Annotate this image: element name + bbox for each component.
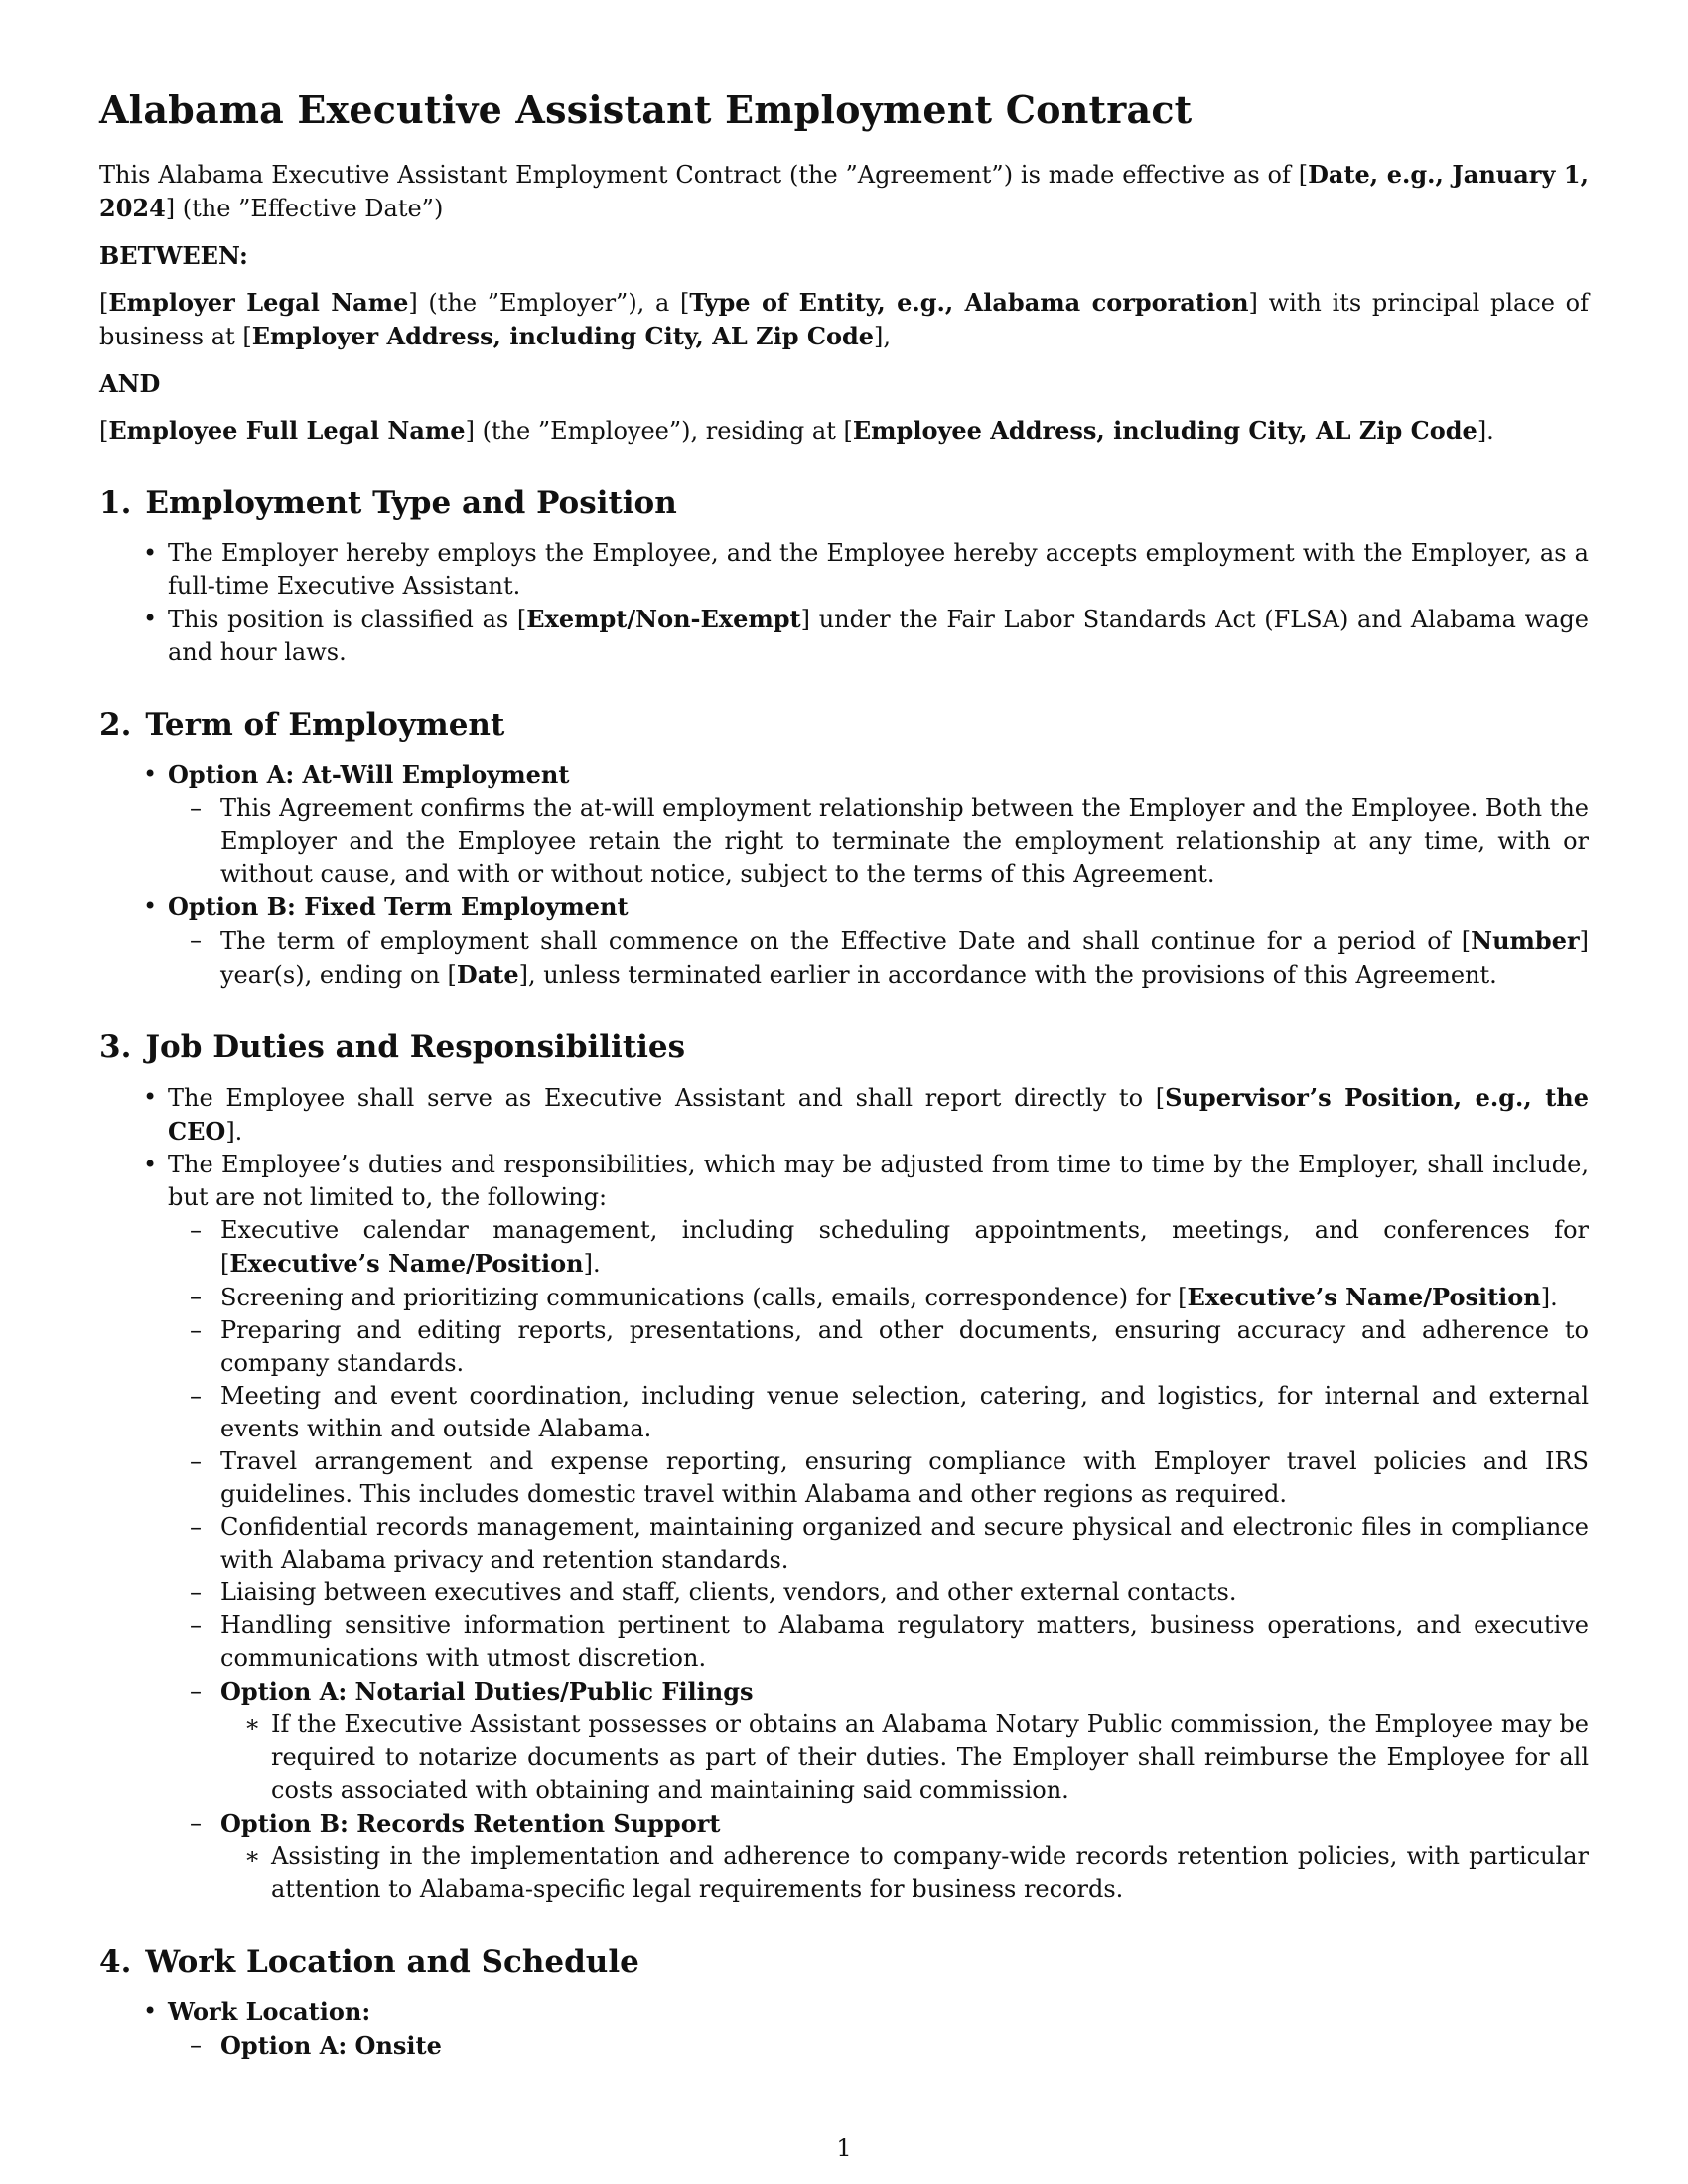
list-item: – Executive calendar management, including scheduling appointments, meetings, and conferences for [Executive’s Name/Position]. — [160, 1214, 1589, 1281]
list-item: – Meeting and event coordination, including venue selection, catering, and logistics, for internal and external events within and outside Alabama. — [160, 1380, 1589, 1445]
list-item: – The term of employment shall commence on the Effective Date and shall continue for a period of [Number] year(s), ending on [Date], unless terminated earlier in accordance with the provisions of this Agreement. — [160, 924, 1589, 992]
employee-paragraph: [Employee Full Legal Name] (the ”Employee”), residing at [Employee Address, including City, AL Zip Code]. — [99, 416, 1494, 445]
list-item: – Handling sensitive information pertinent to Alabama regulatory matters, business operations, and executive communications with utmost discretion. — [160, 1609, 1589, 1675]
list-item: – Liaising between executives and staff, clients, vendors, and other external contacts. — [160, 1576, 1589, 1609]
employee-name-placeholder: Employee Full Legal Name — [108, 416, 466, 445]
list-item: – Travel arrangement and expense reporting, ensuring compliance with Employer travel policies and IRS guidelines. This includes domestic travel within Alabama and other regions as required. — [160, 1445, 1589, 1511]
page-number: 1 — [836, 2134, 852, 2162]
term-number-placeholder: Number — [1471, 926, 1580, 955]
list-item: • Option B: Fixed Term Employment – The term of employment shall commence on the Effective Date and shall continue for a period of [Number] year(s), ending on [Date], unless terminated earlier in accordance with the provisions of this Agreement. — [99, 890, 1589, 992]
list-item: • Option A: At-Will Employment – This Agreement confirms the at-will employment relationship between the Employer and the Employee. Both the Employer and the Employee retain the right to terminate the employment relationship at any time, with or without cause, and with or without notice, subject to the terms of this Agreement. — [99, 758, 1589, 890]
list-item: – This Agreement confirms the at-will employment relationship between the Employer and the Employee. Both the Employer and the Employee retain the right to terminate the employment relationship at any time, with or without cause, and with or without notice, subject to the terms of this Agreement. — [160, 792, 1589, 890]
section-1-heading: 1. Employment Type and Position — [99, 485, 677, 521]
list-item: – Option A: Notarial Duties/Public Filings ∗ If the Executive Assistant possesses or obtains an Alabama Notary Public commission, the Employee may be required to notarize documents as part of their duties. The Employer shall reimburse the Employee for all costs associated with obtaining and maintaining said commission. — [160, 1675, 1589, 1807]
list-item: • This position is classified as [Exempt/Non-Exempt] under the Fair Labor Standards Act (FLSA) and Alabama wage and hour laws. — [99, 603, 1589, 669]
list-item: – Option A: Onsite — [160, 2029, 1589, 2063]
between-label: BETWEEN: — [99, 241, 248, 270]
list-item: – Screening and prioritizing communications (calls, emails, correspondence) for [Executive’s Name/Position]. — [160, 1281, 1589, 1314]
list-item: • The Employee shall serve as Executive Assistant and shall report directly to [Supervisor’s Position, e.g., the CEO]. — [99, 1081, 1589, 1149]
supervisor-placeholder: Supervisor’s Position, e.g., the CEO — [168, 1083, 1589, 1146]
document-title: Alabama Executive Assistant Employment Contract — [99, 87, 1193, 132]
section-1-list — [99, 537, 1589, 669]
section-2-list — [99, 758, 1589, 992]
section-4-heading: 4. Work Location and Schedule — [99, 1944, 639, 1979]
list-item: ∗ Assisting in the implementation and adherence to company-wide records retention policies, with particular attention to Alabama-specific legal requirements for business records. — [220, 1841, 1589, 1906]
list-item: – Confidential records management, maintaining organized and secure physical and electronic files in compliance with Alabama privacy and retention standards. — [160, 1511, 1589, 1576]
list-item: – Preparing and editing reports, presentations, and other documents, ensuring accuracy and adherence to company standards. — [160, 1314, 1589, 1380]
document-page — [99, 87, 1589, 2063]
employee-address-placeholder: Employee Address, including City, AL Zip Code — [852, 416, 1477, 445]
entity-type-placeholder: Type of Entity, e.g., Alabama corporation — [689, 288, 1249, 317]
intro-paragraph: This Alabama Executive Assistant Employment Contract (the ”Agreement”) is made effective as of [Date, e.g., January 1, 2024] (the ”Effective Date”) — [99, 160, 1589, 222]
section-4-list — [99, 1995, 1589, 2063]
and-label: AND — [99, 369, 161, 398]
list-item: • The Employee’s duties and responsibilities, which may be adjusted from time to time by the Employer, shall include, but are not limited to, the following: – Executive calendar management, including scheduling appointments, meetings, and conferences for [Executive’s Name/Position]. – Screening and prioritizing communications (calls, emails, correspondence) for [Executive’s Name/Position]. – Preparing and editing reports, presentations, and other documents, ensuring accuracy and adherence to company standards. – Meeting and event coordination, including venue selection, catering, and logistics, for internal and external events within and outside Alabama. – Travel arrangement and expense reporting, ensuring compliance with Employer travel policies and IRS guidelines. This includes domestic travel within Alabama and other regions as required. – Confidential records management, maintaining organized and secure physical and electronic files in compliance with Alabama privacy and retention standards. – Liaising between executives and staff, clients, vendors, and other external contacts. – Handling sensitive information pertinent to Alabama regulatory matters, business operations, and executive communications with utmost discretion. – Option A: Notarial Duties/Public Filings ∗ If the Executive Assistant possesses or obtains an Alabama Notary Public commission, the Employee may be required to notarize documents as part of their duties. The Employer shall reimburse the Employee for all costs associated with obtaining and maintaining said commission. – Option B: Records Retention Support ∗ Assisting in the implementation and adherence to company-wide records retention policies, with particular attention to Alabama-specific legal requirements for business records. — [99, 1149, 1589, 1906]
employer-address-placeholder: Employer Address, including City, AL Zip Code — [251, 322, 875, 350]
list-item: • Work Location: – Option A: Onsite — [99, 1995, 1589, 2063]
list-item: – Option B: Records Retention Support ∗ Assisting in the implementation and adherence to company-wide records retention policies, with particular attention to Alabama-specific legal requirements for business records. — [160, 1807, 1589, 1906]
exempt-placeholder: Exempt/Non-Exempt — [526, 605, 801, 633]
term-end-date-placeholder: Date — [456, 960, 519, 989]
list-item: • The Employer hereby employs the Employee, and the Employee hereby accepts employment with the Employer, as a full-time Executive Assistant. — [99, 537, 1589, 603]
list-item: ∗ If the Executive Assistant possesses or obtains an Alabama Notary Public commission, the Employee may be required to notarize documents as part of their duties. The Employer shall reimburse the Employee for all costs associated with obtaining and maintaining said commission. — [220, 1708, 1589, 1807]
section-3-heading: 3. Job Duties and Responsibilities — [99, 1029, 686, 1065]
section-3-list — [99, 1081, 1589, 1906]
effective-date-placeholder: Date, e.g., January 1, 2024 — [99, 160, 1589, 222]
employer-name-placeholder: Employer Legal Name — [108, 288, 409, 317]
employer-paragraph: [Employer Legal Name] (the ”Employer”), a [Type of Entity, e.g., Alabama corporation] with its principal place of business at [Employer Address, including City, AL Zip Code], — [99, 288, 1589, 350]
section-2-heading: 2. Term of Employment — [99, 707, 505, 743]
